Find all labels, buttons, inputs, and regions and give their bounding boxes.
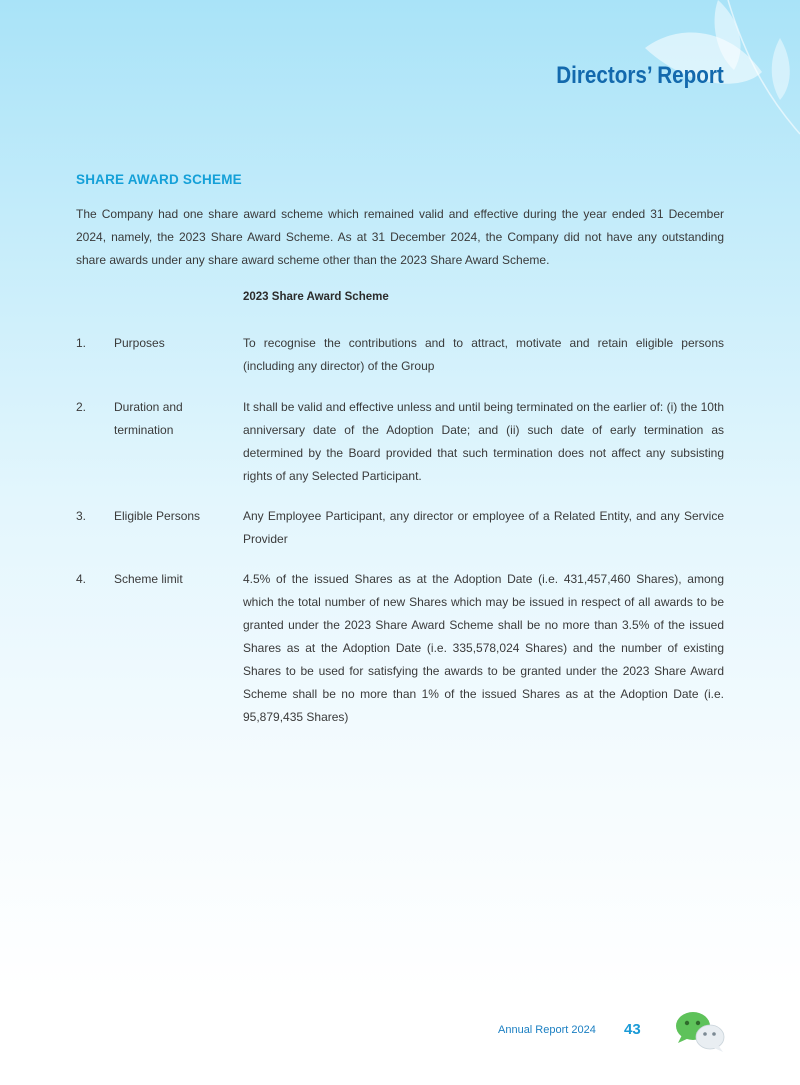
row-label: Eligible Persons [114, 509, 201, 523]
row-description: To recognise the contributions and to attract, motivate and retain eligible persons (including any director) of the Group [243, 336, 724, 373]
page-title: Directors’ Report [556, 62, 724, 89]
row-number: 2. [76, 400, 87, 414]
intro-paragraph: The Company had one share award scheme which remained valid and effective during the year ended 31 December 2024, namely, the 2023 Share Award Scheme. As at 31 December 2024, the Company did not have any outstanding share awards under any share award scheme other than the 2023 Share Award Scheme. [76, 207, 724, 267]
row-number: 1. [76, 336, 87, 350]
row-label: Duration and termination [114, 400, 183, 437]
chat-bubbles-logo-icon [674, 1010, 726, 1054]
section-heading: SHARE AWARD SCHEME [76, 172, 242, 187]
row-description: Any Employee Participant, any director or employee of a Related Entity, and any Service Provider [243, 509, 724, 546]
row-number: 3. [76, 509, 87, 523]
row-description: 4.5% of the issued Shares as at the Adoption Date (i.e. 431,457,460 Shares), among which the total number of new Shares which may be issued in respect of all awards to be granted under the 2023 Share Award Scheme shall be no more than 3.5% of the issued Shares as at the Adoption Date (i.e. 335,578,024 Shares) and the number of existing Shares to be used for satisfying the awards to be granted under the 2023 Share Award Scheme shall be no more than 1% of the issued Shares as at the Adoption Date (i.e. 95,879,435 Shares) [243, 572, 724, 724]
footer-report-label: Annual Report 2024 [498, 1024, 596, 1036]
page-number: 43 [624, 1021, 641, 1038]
row-label: Purposes [114, 336, 165, 350]
scheme-column-header: 2023 Share Award Scheme [243, 291, 389, 303]
row-label: Scheme limit [114, 572, 183, 586]
row-description: It shall be valid and effective unless and until being terminated on the earlier of: (i) the 10th anniversary date of the Adoption Date; and (ii) such date of early termination as determined by the Board provided that such termination does not affect any subsisting rights of any Selected Participant. [243, 400, 724, 483]
row-number: 4. [76, 572, 87, 586]
